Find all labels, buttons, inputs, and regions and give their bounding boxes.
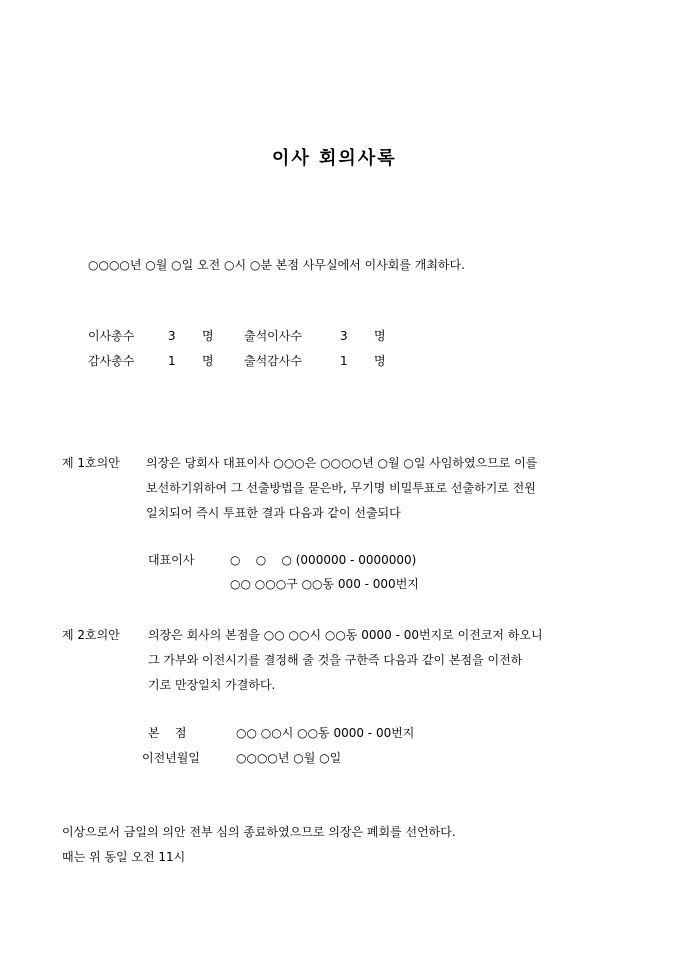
auditors-attend-label: 출석감사수 (244, 354, 302, 368)
agenda-2-line-3: 기로 만장일치 가결하다. (148, 678, 276, 692)
headquarters-label: 본 점 (148, 726, 187, 740)
directors-total-label: 이사총수 (88, 329, 135, 343)
agenda-2-label: 제 2호의안 (62, 628, 120, 642)
opening-statement: ○○○○년 ○월 ○일 오전 ○시 ○분 본점 사무실에서 이사회를 개최하다. (88, 258, 465, 272)
auditors-total-value: 1 (168, 354, 176, 368)
agenda-2-line-1: 의장은 회사의 본점을 ○○ ○○시 ○○동 0000 - 00번지로 이전코저 하오니 (148, 628, 543, 642)
agenda-1-line-2: 보선하기위하여 그 선출방법을 묻은바, 무기명 비밀투표로 선출하기로 전원 (146, 481, 536, 495)
representative-name: ○ ○ ○ (000000 - 0000000) (230, 553, 417, 567)
closing-time: 때는 위 동일 오전 11시 (62, 850, 186, 864)
auditors-attend-value: 1 (340, 354, 348, 368)
directors-attend-value: 3 (340, 329, 348, 343)
agenda-1-line-1: 의장은 당회사 대표이사 ○○○은 ○○○○년 ○월 ○일 사임하였으므로 이를 (146, 456, 538, 470)
auditors-total-label: 감사총수 (88, 354, 135, 368)
representative-label: 대표이사 (148, 553, 195, 567)
auditors-total-unit: 명 (202, 354, 214, 368)
headquarters-address: ○○ ○○시 ○○동 0000 - 00번지 (236, 726, 415, 740)
directors-attend-label: 출석이사수 (244, 329, 302, 343)
directors-total-value: 3 (168, 329, 176, 343)
auditors-attend-unit: 명 (374, 354, 386, 368)
closing-statement: 이상으로서 금일의 의안 전부 심의 종료하였으므로 의장은 폐회를 선언하다. (62, 825, 456, 839)
directors-total-unit: 명 (202, 329, 214, 343)
agenda-1-line-3: 일치되어 즉시 투표한 결과 다음과 같이 선출되다 (146, 506, 401, 520)
relocation-date-value: ○○○○년 ○월 ○일 (236, 751, 342, 765)
directors-attend-unit: 명 (374, 329, 386, 343)
page-title: 이사 회의사록 (272, 148, 397, 169)
relocation-date-label: 이전년월일 (142, 751, 200, 765)
agenda-2-line-2: 그 가부와 이전시기를 결정해 줄 것을 구한즉 다음과 같이 본점을 이전하 (148, 653, 523, 667)
representative-address: ○○ ○○○구 ○○동 000 - 000번지 (230, 577, 419, 591)
agenda-1-label: 제 1호의안 (62, 456, 120, 470)
